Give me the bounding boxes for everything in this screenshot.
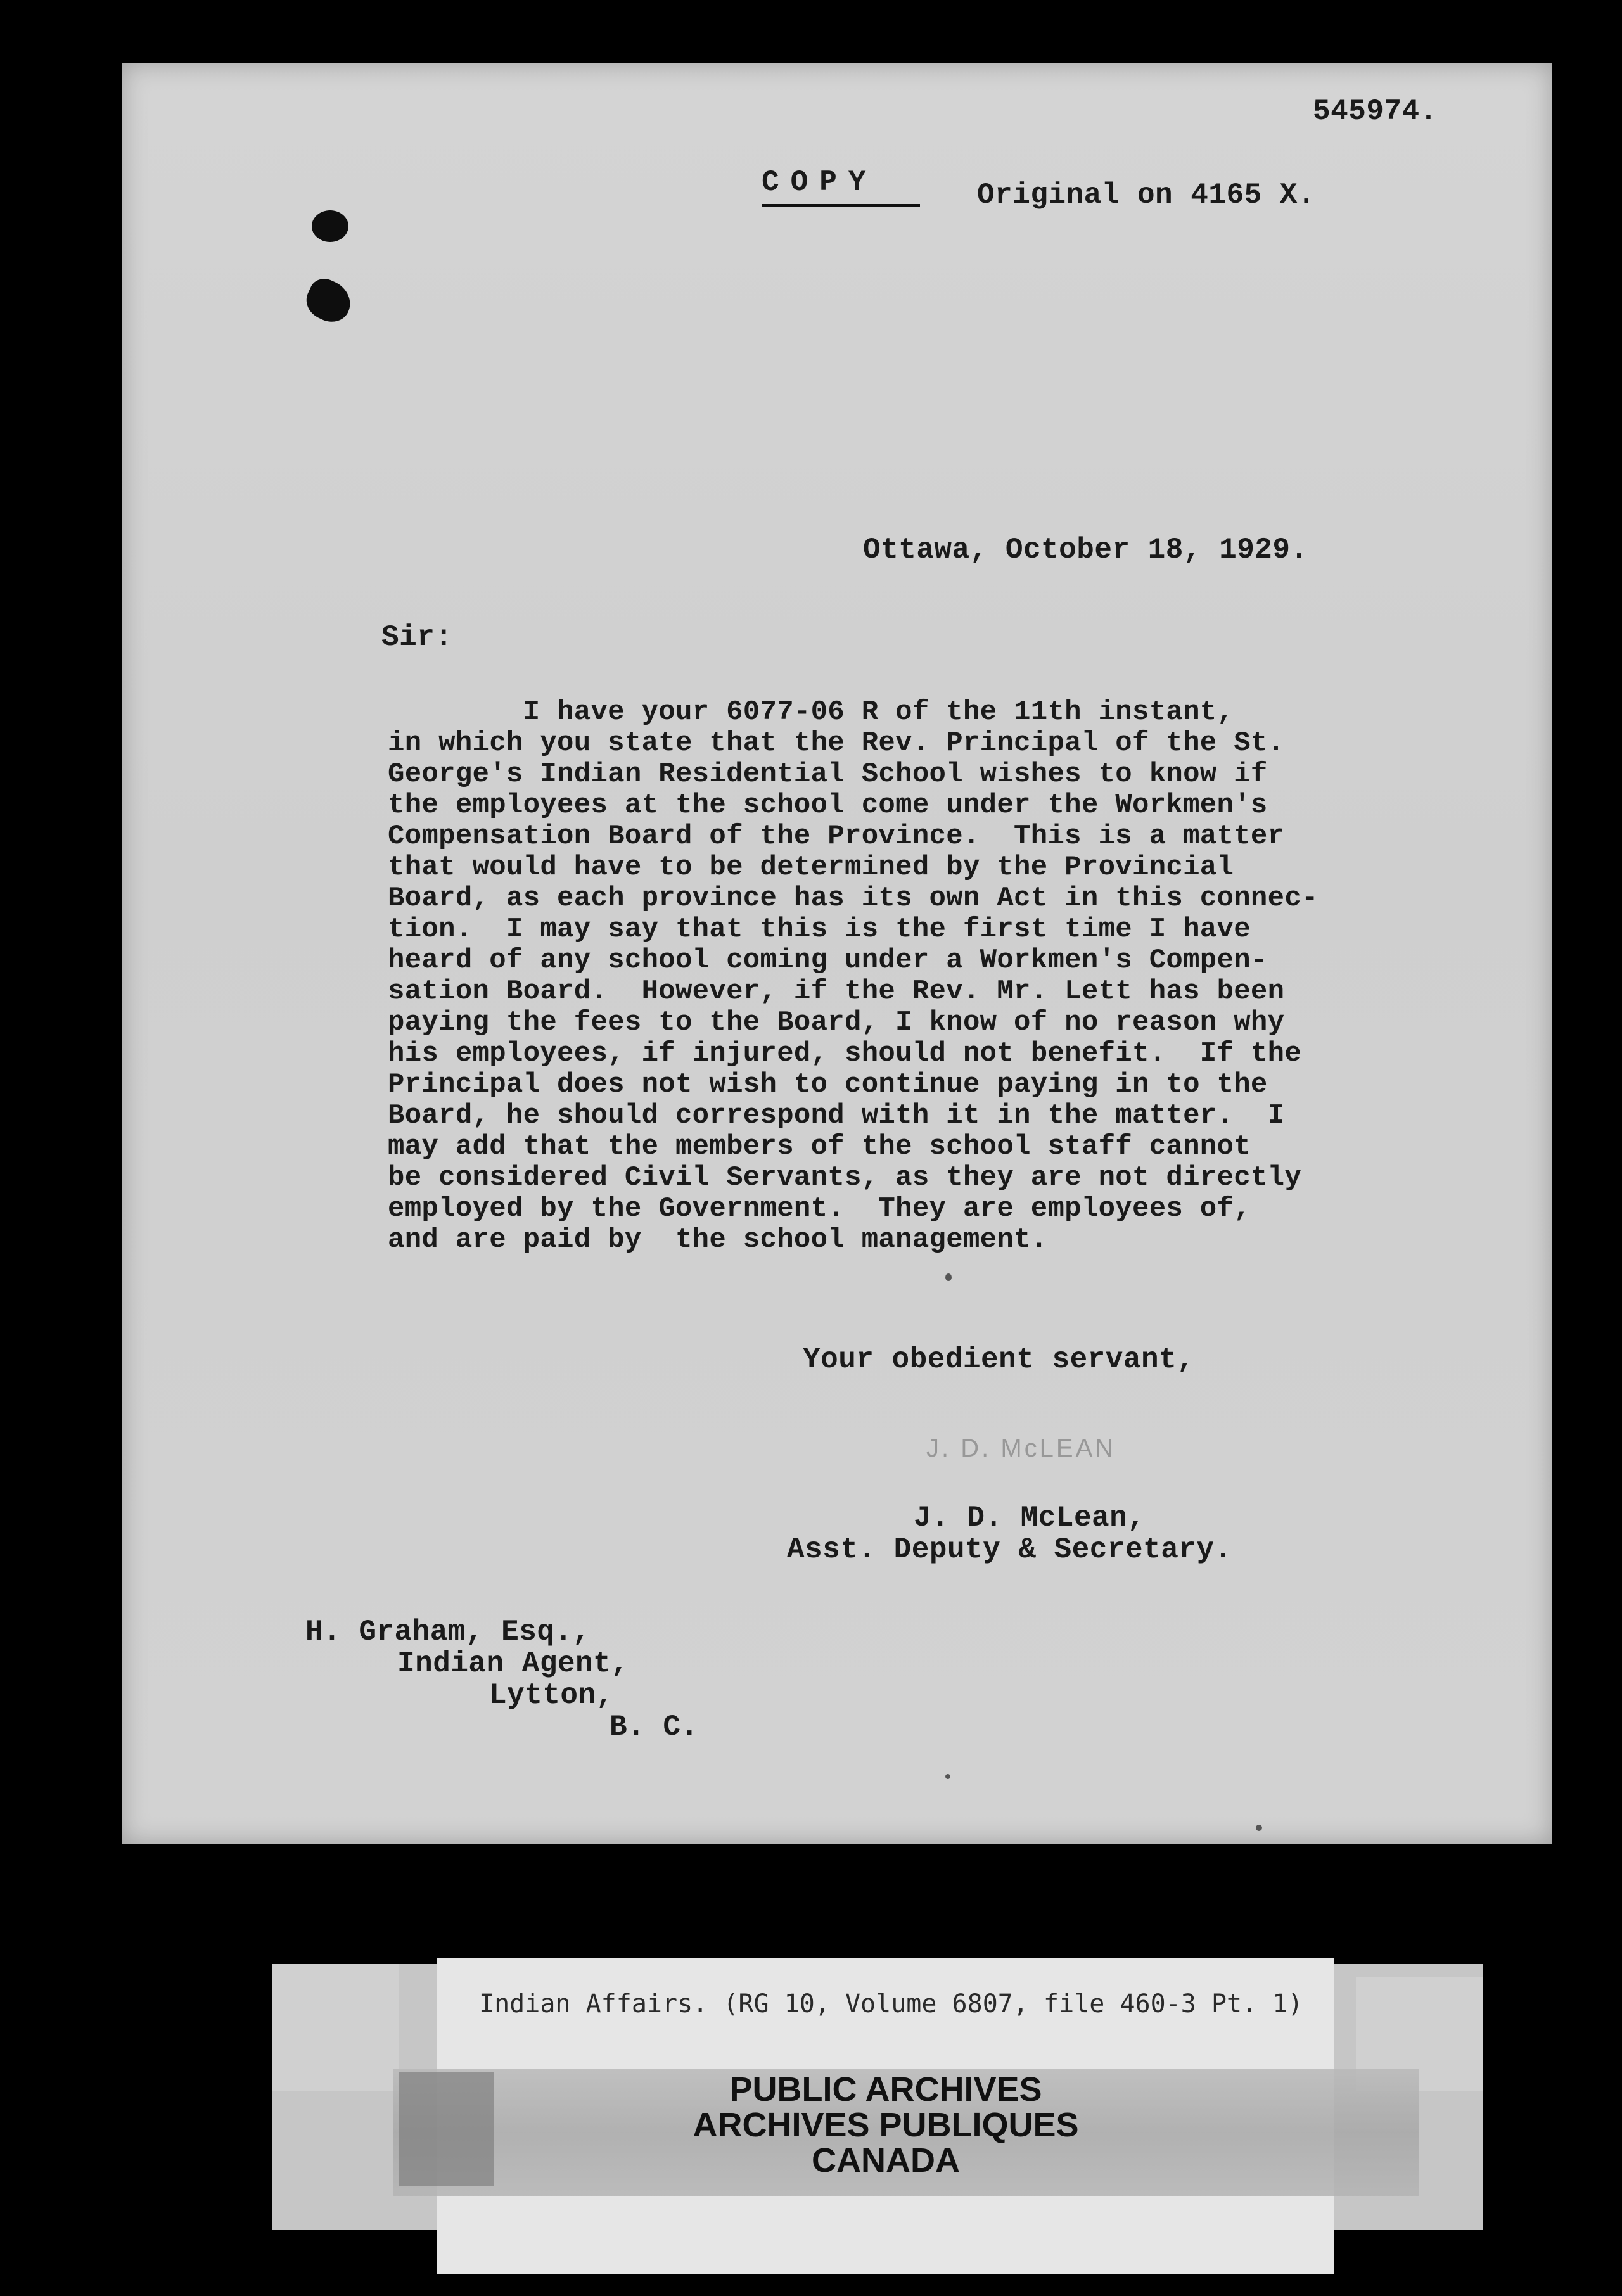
- date-line: Ottawa, October 18, 1929.: [863, 533, 1308, 566]
- archive-line-french: ARCHIVES PUBLIQUES: [693, 2106, 1079, 2144]
- salutation: Sir:: [381, 621, 453, 654]
- archive-source-reference: Indian Affairs. (RG 10, Volume 6807, file 460-3 Pt. 1): [479, 1989, 1303, 2019]
- copy-label: COPY: [762, 166, 920, 207]
- archive-line-country: CANADA: [812, 2141, 960, 2179]
- addressee-name: H. Graham, Esq.,: [305, 1616, 591, 1649]
- addressee-city: Lytton,: [489, 1679, 614, 1712]
- signature-stamp: J. D. McLEAN: [926, 1434, 1116, 1462]
- addressee-title: Indian Agent,: [397, 1647, 629, 1680]
- signer-name: J. D. McLean,: [914, 1502, 1146, 1534]
- archive-line-english: PUBLIC ARCHIVES: [729, 2070, 1042, 2108]
- archive-stamp: [437, 2072, 1334, 2178]
- original-note: Original on 4165 X.: [977, 179, 1315, 212]
- letter-body: I have your 6077-06 R of the 11th instant, in which you state that the Rev. Principal of the St. George's Indian Residential School wishes to know if the employees at the school come under the Workmen's Compensation Board of the Province. This is a matter that would have to be determined by the Provincial Board, as each province has its own Act in this connec- tion. I may say that this is the first time I have heard of any school coming under a Workmen's Compen- sation Board. However, if the Rev. Mr. Lett has been paying the fees to the Board, I know of no reason why his employees, if injured, should not benefit. If the Principal does not wish to continue paying in to the Board, he should correspond with it in the matter. I may add that the members of the school staff cannot be considered Civil Servants, as they are not directly employed by the Government. They are employees of, and are paid by the school management.: [388, 696, 1319, 1256]
- punch-hole-top: [312, 210, 348, 242]
- paper-speck: [945, 1273, 952, 1281]
- paper-speck: [1256, 1825, 1262, 1831]
- signer-title: Asst. Deputy & Secretary.: [787, 1533, 1232, 1566]
- paper-speck: [945, 1774, 950, 1779]
- letter-page: [122, 63, 1552, 1844]
- archive-label-tab-left: [272, 1964, 399, 2091]
- addressee-province: B. C.: [610, 1711, 699, 1744]
- reference-number: 545974.: [1313, 95, 1438, 128]
- closing: Your obedient servant,: [803, 1343, 1195, 1376]
- punch-hole-bottom: [300, 274, 357, 328]
